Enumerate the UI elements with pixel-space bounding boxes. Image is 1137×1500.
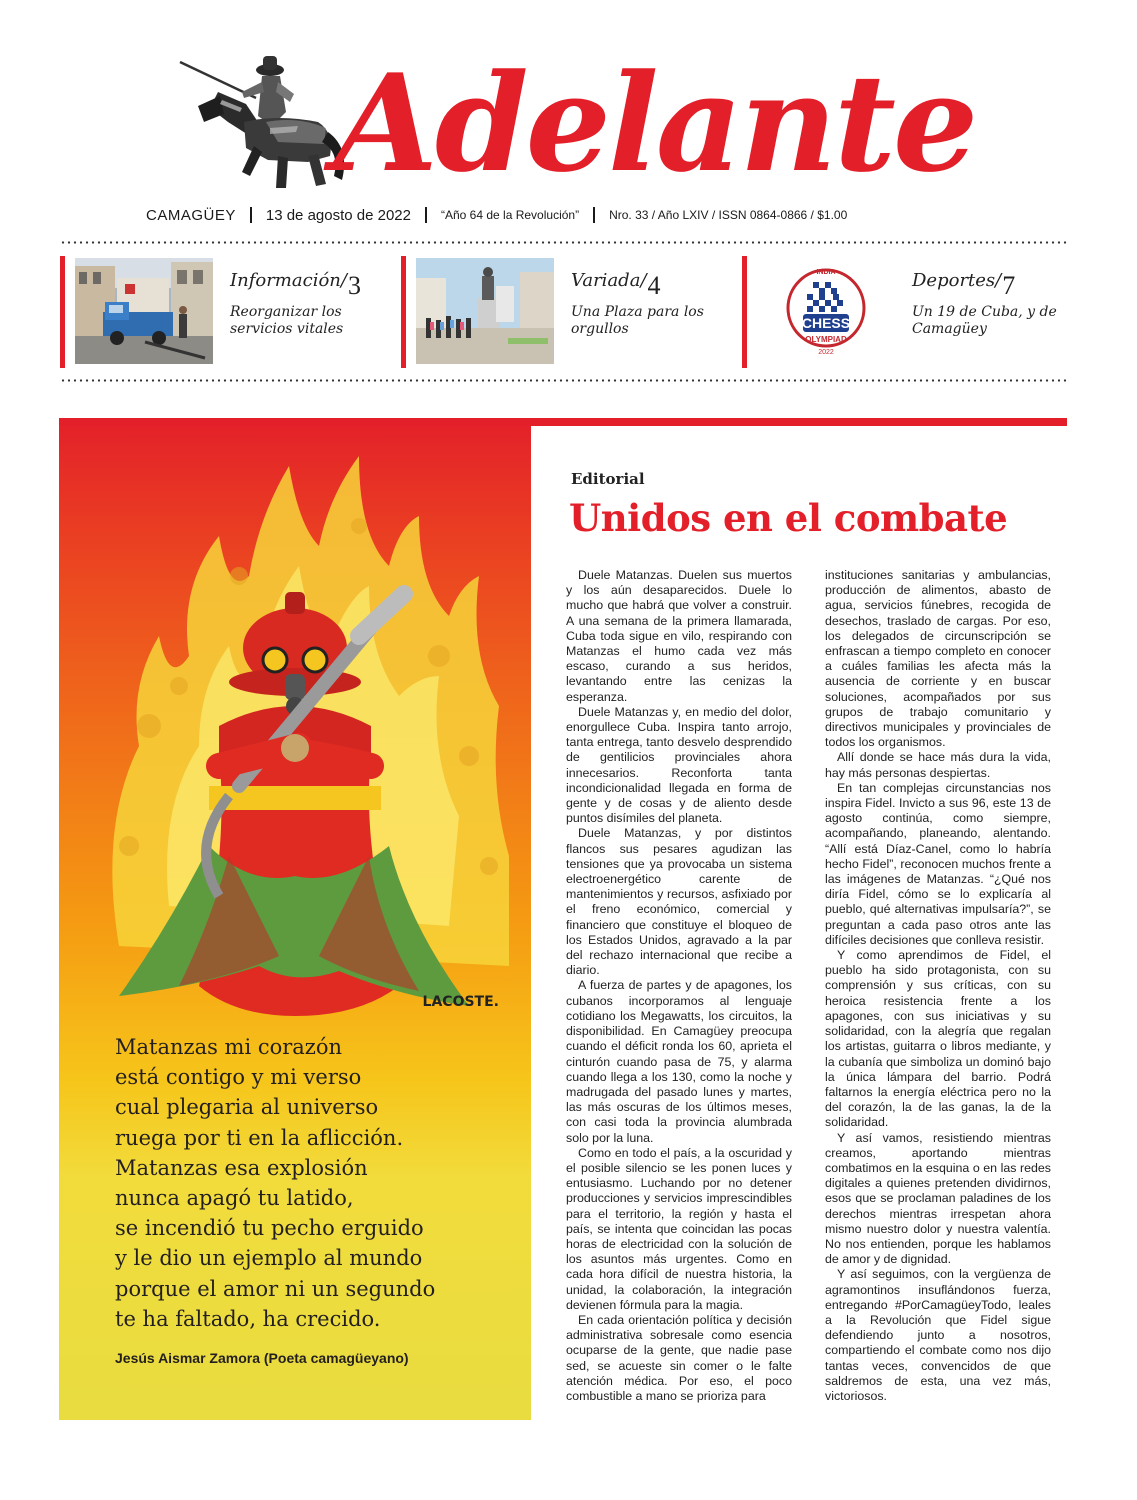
teaser-section-name: Variada [571,270,641,291]
poem-line: nunca apagó tu latido, [115,1186,354,1211]
separator [250,207,252,223]
teaser-deportes[interactable] [742,256,1068,368]
masthead-issue-info: Nro. 33 / Año LXIV / ISSN 0864-0866 / $1.00 [609,208,848,222]
teaser-section: Información/3 [230,270,361,300]
poem-line: se incendió tu pecho erguido [115,1216,424,1241]
teaser-headline: Un 19 de Cuba, y de Camagüey [912,304,1057,337]
feature-top-band [59,418,1067,426]
chess-olympiad-logo [757,258,895,364]
teaser-accent-bar [60,256,65,368]
masthead-info-line [146,205,1006,225]
teaser-photo-truck [75,258,213,364]
editorial-column-2 [825,568,1051,1404]
teaser-variada[interactable] [401,256,731,368]
editorial-title: Unidos en el combate [569,496,1008,540]
editorial-paragraph: instituciones sanitarias y ambulancias, producción de alimentos, abasto de agua, servicios fúnebres, recogida de desechos, traslado de cargas. Por eso, los delegados de circunscripción se enfrascan a tiempo completo en conocer a cuáles familias les afecta más la ausencia de corriente y en buscar soluciones, acompañados por sus grupos de trabajo comunitario y directivos municipales y provinciales de todos los organismos. [825,568,1051,750]
teaser-accent-bar [742,256,747,368]
teaser-informacion[interactable] [60,256,390,368]
poem-line: porque el amor ni un segundo [115,1276,436,1301]
editorial-paragraph: A fuerza de partes y de apagones, los cubanos incorporamos al lenguaje cotidiano los Megawatts, los circuitos, la disponibilidad. En Camagüey preocupa cuando el déficit ronda los 60, aprieta el cinturón cuando pasa de 75, y alarma cuando llega a los 130, como la noche y madrugada del pasado lunes y martes, las más oscuras de los últimos meses, con casi toda la provincia alumbrada solo por la luna. [566,978,792,1145]
chess-year: 2022 [818,349,834,356]
teaser-section-name: Información [230,270,341,291]
teaser-section: Variada/4 [571,270,661,300]
cartoon-signature: LACOSTE. [422,994,499,1010]
teaser-page-number: 4 [647,271,661,300]
editorial-feature [59,418,1067,1420]
editorial-paragraph: Allí donde se hace más dura la vida, hay más personas despiertas. [825,750,1051,780]
teaser-page-number: 7 [1002,271,1016,300]
separator [593,207,595,223]
poem-author: Jesús Aismar Zamora (Poeta camagüeyano) [115,1350,409,1366]
firefighter-cartoon [59,426,531,1026]
separator [425,207,427,223]
masthead [0,0,1137,240]
dotted-divider-bottom [60,379,1068,382]
editorial-paragraph: Y así seguimos, con la vergüenza de agramontinos insuflándonos fuerza, entregando #PorCamagüeyTodo, leales a la Revolución que Fidel sigue defendiendo junto a nosotros, compartiendo el combate como nos dijo tantas veces, convencidos de que saldremos de esta, una vez más, victoriosos. [825,1267,1051,1403]
editorial-column-1 [566,568,792,1404]
poem-line: Matanzas mi corazón [115,1035,343,1059]
editorial-paragraph: En cada orientación política y decisión administrativa sobresale como esencia ocuparse de la gente, que nadie pase sed, se acueste sin comer o le falte atención médica. Por eso, el poco combustible a mano se prioriza para [566,1312,792,1403]
chess-top: INDIA [816,269,836,276]
poem-line: está contigo y mi verso [115,1065,362,1090]
poem-line: cual plegaria al universo [115,1095,379,1120]
masthead-motto: “Año 64 de la Revolución” [441,208,580,222]
teaser-page-number: 3 [347,271,361,300]
editorial-paragraph: Duele Matanzas, y por distintos flancos sus pesares agudizan las tensiones que ya provocaba un sistema electroenergético carente de mantenimientos y recursos, asfixiado por el freno económico, comercial y financiero que constituye el bloqueo de los Estados Unidos, agravado a la par del rechazo internacional que recibe a diario. [566,826,792,978]
teaser-headline: Reorganizar los servicios vitales [230,304,344,337]
chess-sub: OLYMPIAD [805,335,847,344]
editorial-kicker: Editorial [571,470,645,488]
masthead-date: 13 de agosto de 2022 [265,206,411,224]
editorial-paragraph: Y como aprendimos de Fidel, el pueblo ha sido protagonista, con su comprensión y sus críticas, con su heroica resistencia frente a los apagones, con sus iniciativas y su solidaridad, con la alegría que regalan los artistas, guitarra o libros mediante, y la cubanía que simboliza un dominó bajo la única lámpara del barrio. Podrá faltarnos la energía eléctrica pero no la del corazón, la de las ganas, la de la solidaridad. [825,948,1051,1130]
editorial-paragraph: Duele Matanzas. Duelen sus muertos y los aún desaparecidos. Duele lo mucho que habrá que volver a construir. A una semana de la primera llamarada, Cuba toda sigue en vilo, respirando con Matanzas el humo cada vez más escaso, curando a sus heridos, levantando entre las cenizas la esperanza. [566,568,792,704]
poem-line: ruega por ti en la aflicción. [115,1125,404,1150]
teaser-accent-bar [401,256,406,368]
dotted-divider-top [60,241,1068,244]
poem-line: Matanzas esa explosión [115,1155,368,1180]
teaser-headline: Una Plaza para los orgullos [571,304,704,337]
newspaper-logo: Adelante [334,44,976,202]
teaser-photo-plaza [416,258,554,364]
poem [115,1032,515,1334]
equestrian-statue-illustration [158,52,358,192]
editorial-paragraph: Y así vamos, resistiendo mientras creamos, aportando mientras combatimos en la esquina o en las redes digitales a quienes pretenden dividirnos, esos que se proclaman paladines de los derechos mientras irrespetan ahora mismo nuestro dolor y nuestra valentía. No nos entienden, porque les hablamos de amor y de dignidad. [825,1130,1051,1267]
editorial-paragraph: Duele Matanzas y, en medio del dolor, enorgullece Cuba. Inspira tanto arrojo, tanta entrega, tanto desvelo desprendido de gentilicios provinciales ahora innecesarios. Reconforta tanta incondicionalidad llegada en forma de gente y de cosas y de aliento desde puntos disímiles del planeta. [566,704,792,826]
poem-line: te ha faltado, ha crecido. [115,1306,381,1331]
poem-line: y le dio un ejemplo al mundo [115,1246,423,1271]
masthead-city: CAMAGÜEY [146,206,236,224]
teaser-section-name: Deportes [912,270,996,291]
teaser-section: Deportes/7 [912,270,1016,300]
editorial-paragraph: En tan complejas circunstancias nos inspira Fidel. Invicto a sus 96, este 13 de agosto continúa, como siempre, acompañando, planeando, alentando. “Allí está Díaz-Canel, como lo habría hecho Fidel”, reconocen muchos frente a las imágenes de Matanzas. “¿Qué nos diría Fidel, cómo se lo explicaría al pueblo, qué alternativas impulsaría?”, se preguntan a cada paso otros ante las difíciles decisiones que conlleva resistir. [825,780,1051,947]
chess-word: CHESS [801,315,851,331]
editorial-paragraph: Como en todo el país, a la oscuridad y el posible silencio se les ponen luces y entusiasmo. Luchando por no detener producciones y servicios imprescindibles para el territorio, la región y hasta el país, se intenta que coincidan las pocas horas de electricidad con la solución de los asuntos más urgentes. Como en cada hora difícil de nuestra historia, la unidad, la colaboración, la integración devienen fórmula para la magia. [566,1145,792,1312]
